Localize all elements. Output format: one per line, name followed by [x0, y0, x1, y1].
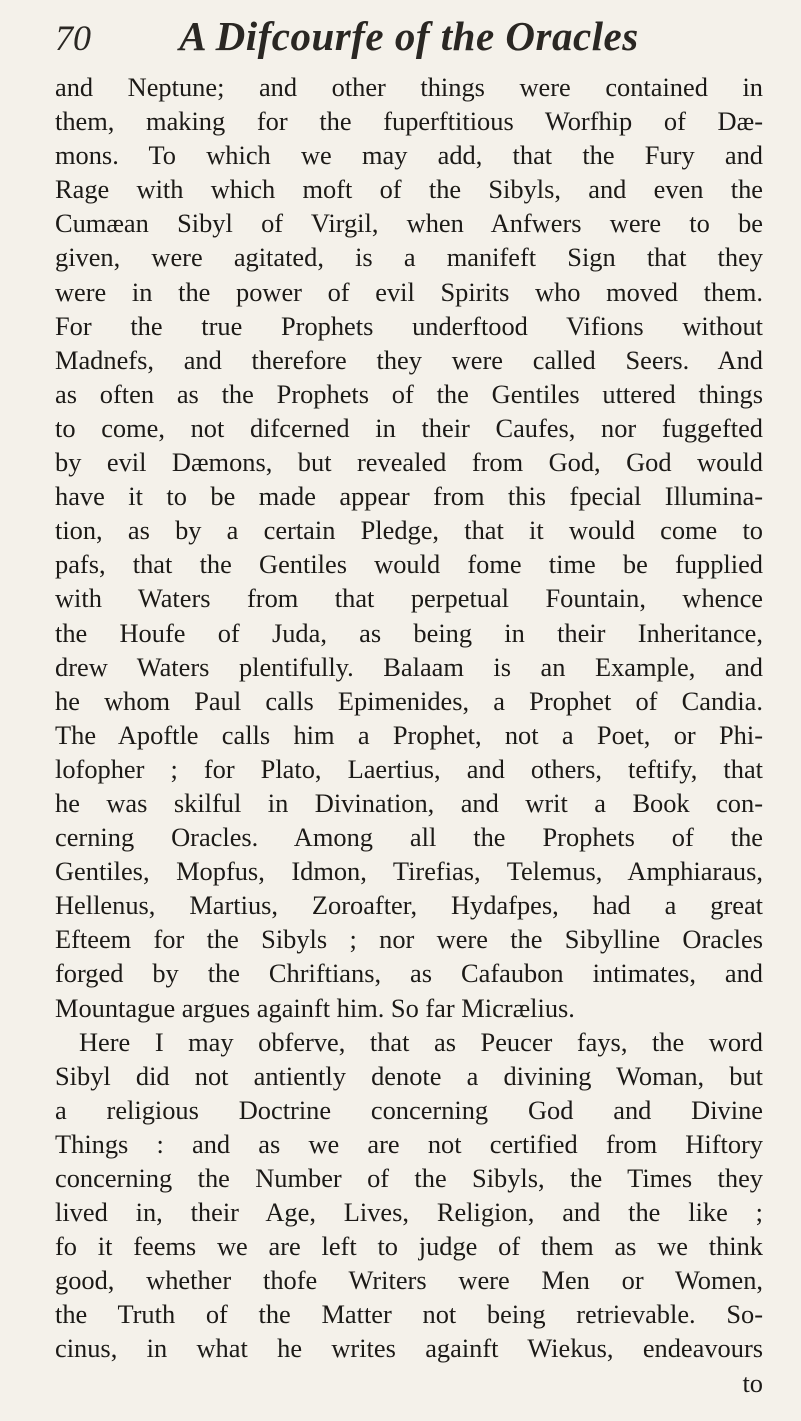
text-line: Sibyl did not antiently denote a divining Woman, but — [55, 1060, 763, 1091]
text-line: by evil Dæmons, but revealed from God, God would — [55, 447, 763, 478]
text-line: tion, as by a certain Pledge, that it would come to — [55, 515, 763, 546]
running-head — [55, 12, 763, 64]
text-line: he was skilful in Divination, and writ a Book con- — [55, 787, 763, 818]
text-line: concerning the Number of the Sibyls, the Times they — [55, 1163, 763, 1193]
text-line: Rage with which moft of the Sibyls, and even the — [55, 174, 763, 205]
page-number: 70 — [55, 18, 91, 58]
running-title: A Difcourfe of the Oracles — [179, 13, 639, 59]
text-line: cerning Oracles. Among all the Prophets of the — [55, 822, 763, 853]
text-line: forged by the Chriftians, as Cafaubon intimates, and — [55, 958, 763, 989]
text-line: mons. To which we may add, that the Fury and — [55, 140, 763, 171]
text-line: the Truth of the Matter not being retrievable. So- — [55, 1299, 763, 1330]
text-line: a religious Doctrine concerning God and Divine — [55, 1094, 763, 1125]
text-line: Hellenus, Martius, Zoroafter, Hydafpes, had a great — [55, 890, 763, 921]
text-line: Efteem for the Sibyls ; nor were the Sibylline Oracles — [55, 924, 763, 955]
text-line: lofopher ; for Plato, Laertius, and others, teftify, that — [55, 753, 763, 784]
text-line: the Houfe of Juda, as being in their Inheritance, — [55, 617, 763, 648]
text-line: Gentiles, Mopfus, Idmon, Tirefias, Telemus, Amphiaraus, — [55, 856, 763, 887]
text-line: The Apoftle calls him a Prophet, not a Poet, or Phi- — [55, 719, 763, 750]
text-line: to come, not difcerned in their Caufes, nor fuggefted — [55, 412, 763, 443]
text-line: Madnefs, and therefore they were called Seers. And — [55, 344, 763, 375]
text-line: drew Waters plentifully. Balaam is an Example, and — [55, 651, 763, 682]
body-text — [55, 70, 763, 1400]
text-line: cinus, in what he writes againft Wiekus, endeavours — [55, 1333, 763, 1364]
text-line: For the true Prophets underftood Vifions without — [55, 310, 763, 341]
text-line: and Neptune; and other things were contained in — [55, 72, 763, 102]
text-line: given, were agitated, is a manifeft Sign that they — [55, 242, 763, 273]
catchword: to — [742, 1367, 763, 1398]
text-line: fo it feems we are left to judge of them as we think — [55, 1231, 763, 1262]
text-line: he whom Paul calls Epimenides, a Prophet of Candia. — [55, 685, 763, 716]
text-line: with Waters from that perpetual Fountain, whence — [55, 583, 763, 614]
text-line: pafs, that the Gentiles would fome time be fupplied — [55, 549, 763, 580]
text-line: were in the power of evil Spirits who moved them. — [55, 276, 763, 307]
text-line: have it to be made appear from this fpecial Illumina- — [55, 481, 763, 512]
text-line: Mountague argues againft him. So far Micrælius. — [55, 992, 575, 1023]
text-line: Cumæan Sibyl of Virgil, when Anfwers were to be — [55, 208, 763, 239]
text-line: as often as the Prophets of the Gentiles uttered things — [55, 378, 763, 409]
text-line: Things : and as we are not certified from Hiftory — [55, 1128, 763, 1159]
text-line: them, making for the fuperftitious Worfhip of Dæ- — [55, 106, 763, 137]
text-line: lived in, their Age, Lives, Religion, and the like ; — [55, 1197, 763, 1228]
text-line: good, whether thofe Writers were Men or Women, — [55, 1265, 763, 1296]
text-line: Here I may obferve, that as Peucer fays, the word — [79, 1026, 763, 1057]
